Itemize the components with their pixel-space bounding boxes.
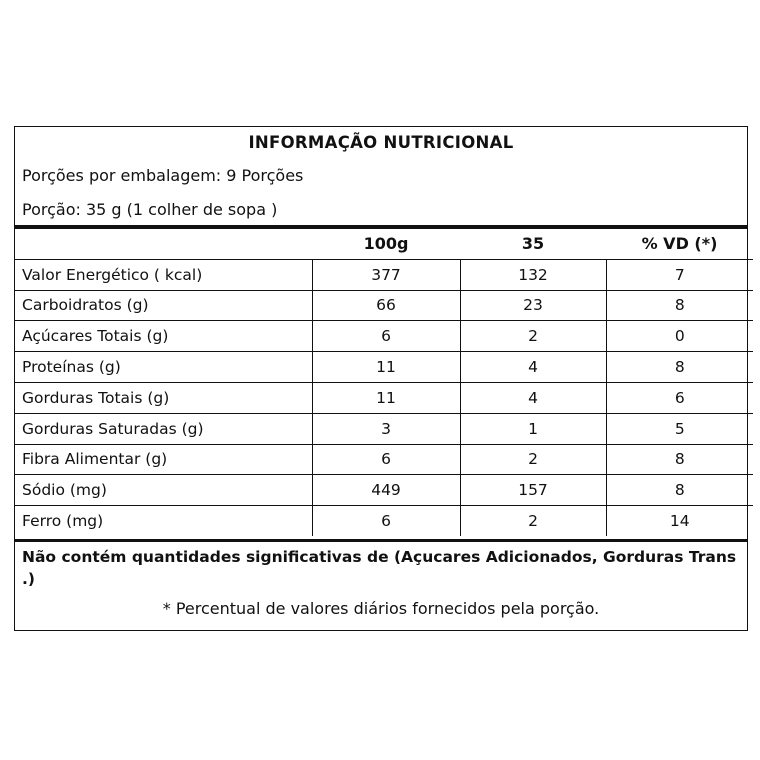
- value-per-100g: 449: [312, 475, 460, 506]
- value-per-serving: 4: [460, 382, 606, 413]
- nutrient-name: Fibra Alimentar (g): [15, 444, 312, 475]
- value-vd: 7: [606, 259, 753, 290]
- table-row: [15, 290, 753, 321]
- nutrient-name: Gorduras Saturadas (g): [15, 413, 312, 444]
- table-row: [15, 259, 753, 290]
- value-per-100g: 6: [312, 444, 460, 475]
- value-per-100g: 3: [312, 413, 460, 444]
- nutrient-name: Proteínas (g): [15, 352, 312, 383]
- nutrient-name: Ferro (mg): [22, 512, 104, 531]
- value-vd: 5: [606, 413, 753, 444]
- table-row: [15, 506, 753, 536]
- value-vd: 8: [606, 290, 753, 321]
- value-per-100g: 6: [312, 321, 460, 352]
- header-serving: 35: [460, 229, 606, 259]
- value-per-100g: 11: [312, 352, 460, 383]
- nutrient-name: Valor Energético ( kcal): [15, 259, 312, 290]
- nutrient-name: Açúcares Totais (g): [15, 321, 312, 352]
- value-vd: 8: [606, 444, 753, 475]
- value-per-100g: 11: [312, 382, 460, 413]
- nutrition-facts-label: [14, 126, 748, 631]
- table-row: [15, 321, 753, 352]
- nutrition-table: [15, 229, 753, 536]
- label-title: INFORMAÇÃO NUTRICIONAL: [248, 133, 514, 152]
- table-row: [15, 475, 753, 506]
- table-row: [15, 352, 753, 383]
- notice-text: Não contém quantidades significativas de (Açucares Adicionados, Gorduras Trans .): [22, 548, 737, 588]
- value-per-serving: 2: [460, 506, 606, 536]
- table-header-row: [15, 229, 753, 259]
- value-per-serving: 132: [460, 259, 606, 290]
- value-per-100g: 377: [312, 259, 460, 290]
- value-per-100g: 66: [312, 290, 460, 321]
- value-per-serving: 157: [460, 475, 606, 506]
- header-vd: % VD (*): [606, 229, 753, 259]
- thick-divider-bottom: [15, 539, 747, 542]
- footnote: * Percentual de valores diários fornecidos pela porção.: [162, 599, 600, 618]
- value-vd: 8: [606, 475, 753, 506]
- value-per-serving: 23: [460, 290, 606, 321]
- value-vd: 0: [606, 321, 753, 352]
- value-vd: 6: [606, 382, 753, 413]
- value-per-serving: 2: [460, 444, 606, 475]
- table-row: [15, 413, 753, 444]
- value-vd: 8: [606, 352, 753, 383]
- table-row: [15, 444, 753, 475]
- nutrient-name: Gorduras Totais (g): [15, 382, 312, 413]
- value-per-serving: 1: [460, 413, 606, 444]
- nutrient-name: Sódio (mg): [15, 475, 312, 506]
- value-per-serving: 4: [460, 352, 606, 383]
- header-100g: 100g: [312, 229, 460, 259]
- table-row: [15, 382, 753, 413]
- servings-per-package: Porções por embalagem: 9 Porções: [22, 166, 304, 185]
- value-per-serving: 2: [460, 321, 606, 352]
- nutrient-name: Carboidratos (g): [15, 290, 312, 321]
- header-nutrient: [15, 229, 312, 259]
- serving-size: Porção: 35 g (1 colher de sopa ): [22, 200, 278, 219]
- value-per-100g: 6: [312, 506, 460, 536]
- value-vd: 14: [606, 506, 753, 536]
